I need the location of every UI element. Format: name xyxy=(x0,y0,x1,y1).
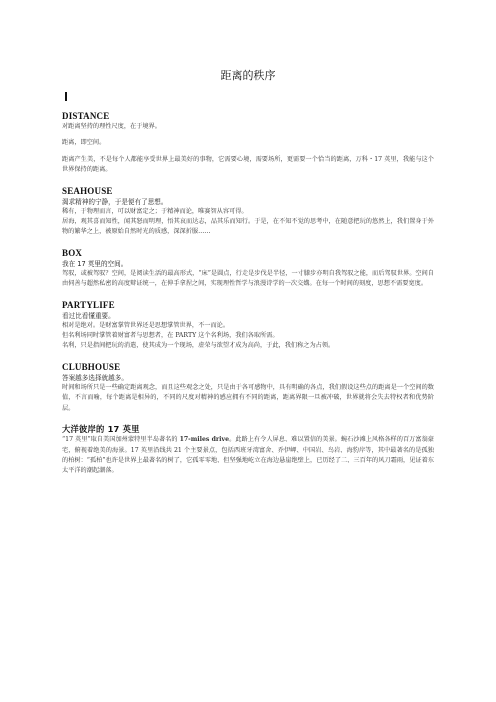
section-seahouse xyxy=(62,186,434,238)
paragraph: 稀有，于物理而言，可以财富定之；于精神而论，唯赛智从容可得。 xyxy=(62,207,248,215)
section-heading: DISTANCE xyxy=(62,111,110,121)
section-partylife xyxy=(62,300,434,352)
text-run: “17 英里”取自美国加州蒙特里半岛著名的 xyxy=(62,436,180,444)
section-heading: 大洋彼岸的 17 英里 xyxy=(62,424,140,435)
paragraph xyxy=(62,435,434,477)
paragraph: 时间和场所只是一些确定距离观念，而且这些观念之处，只是由于各可感物中，具有明确的各点，我们假设这些点的距离是一个空间的数值，不言而喻，每个距离是相异的，不同的尺度对精神的感应拥有不同的距离，距离界限一旦被冲破，世界就将会失去特权者和优势阶层。 xyxy=(62,383,434,412)
section-subheading: 看过比看懂重要。 xyxy=(62,311,115,320)
section-clubhouse xyxy=(62,362,434,414)
section-subheading: 渴求精神的宁静，于是便有了思想。 xyxy=(62,197,168,206)
paragraph: 但名利场同时掌管着财富者与思想者，在 PARTY 这个名利场，我们各取所需。 xyxy=(62,332,279,340)
section-subheading: 我在 17 英里的空间。 xyxy=(62,259,128,268)
paragraph: 名利，只是指间把玩的消遣，使其成为一个现场，虚荣与欲望才成为高尚，于此，我们称之为占领。 xyxy=(62,342,335,350)
paragraph: 距离产生美，不是每个人都能享受世界上最美好的事物，它需要心境，需要场所，更需要一个恰当的距离，万科・17 英里，我能与这个世界保持的距离。 xyxy=(62,155,434,174)
section-ocean xyxy=(62,424,434,477)
document-body xyxy=(62,111,434,477)
paragraph: 居海，观其喜而知性，闻其怒而明理，悟其哀而达志，品其乐而知行。于是，在不知不觉的思考中，在随意把玩的悠然上，我们置身于外物的繁华之上，被原始自然时光的质感，深深折服…… xyxy=(62,218,434,236)
section-marker xyxy=(65,92,67,101)
section-box xyxy=(62,248,434,290)
paragraph: 距离，即空间。 xyxy=(62,139,106,147)
paragraph: 相对是绝对。是财富掌管世界还是思想掌管世界，不一而论。 xyxy=(62,321,230,329)
section-heading: SEAHOUSE xyxy=(62,185,113,196)
text-run: 。此路上有令人屏息、难以置信的美景。蜿石沙滩上风格各样的百万富翁豪宅，俯视着绝美的海景。17 英里沿线共 21 个主要景点，包括西班牙湾富舍、乔伊岬、中国岩、鸟岩、海豹岸等，其中最著名的是孤独的柏树：“孤柏”也许是世界上最著名的树了，它孤零零地、但坚强地屹立在海边悬崖绝壁上，已历经了二、三百年的风刀霜雨，见证着东太平洋的潮起潮落。 xyxy=(62,436,434,475)
section-heading: PARTYLIFE xyxy=(62,299,115,310)
paragraph: 驾驭，或被驾驭？空间，是阅读生活的最高形式，“床”是圆点，行走是步伐是半径，一寸膝步亦明自我驾驭之能，而后驾驭世界。空间自由伺善与超然私密的高度辩证统一，在伸手拿捏之间，实现理性哲学与浪漫诗学的一次交媾。在每一个时间的刻度，思想不需要宽度。 xyxy=(62,269,434,288)
section-subheading: 答案越多选择就越多。 xyxy=(62,373,128,382)
page-title: 距离的秩序 xyxy=(220,69,276,82)
road-name: 17-miles drive xyxy=(179,436,230,444)
paragraph: 对距离坚持的理性尺度，在于境界。 xyxy=(62,123,161,130)
section-distance xyxy=(62,111,434,176)
section-heading: BOX xyxy=(62,247,83,258)
section-heading: CLUBHOUSE xyxy=(62,361,121,372)
